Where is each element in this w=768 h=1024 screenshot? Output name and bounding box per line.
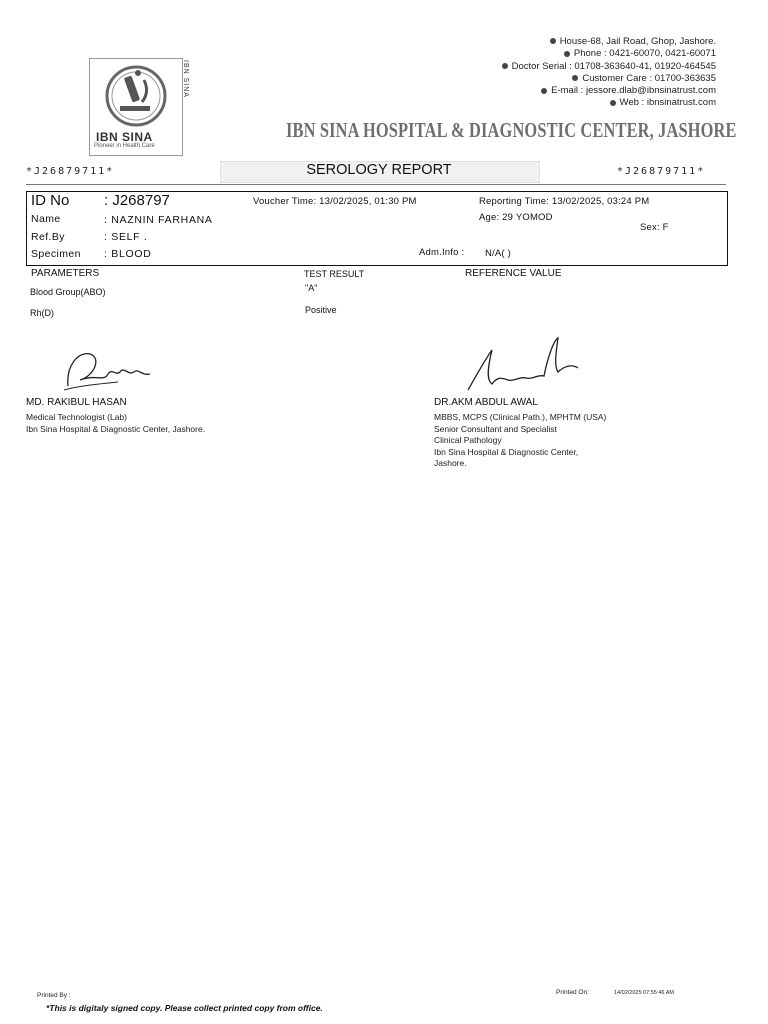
bullet-icon: [541, 88, 547, 94]
bullet-icon: [502, 63, 508, 69]
specimen-label: Specimen: [31, 248, 81, 260]
contact-email: E-mail : jessore.dlab@ibnsinatrust.com: [502, 85, 716, 97]
bullet-icon: [610, 100, 616, 106]
column-parameters: PARAMETERS: [31, 268, 100, 279]
report-title: SEROLOGY REPORT: [306, 162, 452, 178]
signature-image: [58, 346, 158, 392]
result-row-value: Positive: [305, 305, 337, 315]
result-row-parameter: Blood Group(ABO): [30, 287, 106, 297]
age: Age: 29 YOMOD: [479, 212, 553, 223]
contact-web: Web : ibnsinatrust.com: [502, 97, 716, 109]
bullet-icon: [572, 75, 578, 81]
id-value: : J268797: [104, 192, 170, 209]
name-value: : NAZNIN FARHANA: [104, 214, 213, 226]
hospital-name: IBN SINA HOSPITAL & DIAGNOSTIC CENTER, JASHORE: [286, 118, 737, 142]
contact-address: House-68, Jail Road, Ghop, Jashore.: [502, 36, 716, 48]
bullet-icon: [564, 51, 570, 57]
barcode-text-left: *J26879711*: [26, 166, 115, 177]
logo-wordmark: IBN SINA: [96, 130, 153, 144]
header-divider: [26, 184, 726, 185]
right-signatory-name: DR.AKM ABDUL AWAL: [434, 397, 538, 408]
logo-vertical-text: IBN SINA: [182, 60, 189, 98]
adm-info-label: Adm.Info :: [419, 247, 465, 258]
printed-on-label: Printed On:: [556, 989, 589, 996]
sex: Sex: F: [640, 222, 669, 233]
printed-by: Printed By :: [37, 992, 71, 999]
refby-label: Ref.By: [31, 231, 65, 243]
barcode-text-right: *J26879711*: [617, 166, 706, 177]
column-test-result: TEST RESULT: [304, 269, 365, 279]
id-label: ID No: [31, 192, 70, 209]
adm-info-value: N/A( ): [485, 248, 512, 259]
contact-block: [502, 36, 716, 110]
reporting-time: Reporting Time: 13/02/2025, 03:24 PM: [479, 196, 650, 207]
microscope-logo-icon: [98, 62, 174, 130]
contact-customer-care: Customer Care : 01700-363635: [502, 73, 716, 85]
right-signatory-details: MBBS, MCPS (Clinical Path.), MPHTM (USA) Senior Consultant and Specialist Clinical Pathology Ibn Sina Hospital & Diagnostic Center, Jashore.: [434, 412, 607, 468]
logo-tagline: Pioneer in Health Care: [94, 143, 155, 149]
refby-value: : SELF .: [104, 231, 148, 243]
bullet-icon: [550, 38, 556, 44]
name-label: Name: [31, 213, 61, 225]
specimen-value: : BLOOD: [104, 248, 152, 260]
column-reference-value: REFERENCE VALUE: [465, 268, 562, 279]
result-row-value: "A": [305, 283, 318, 293]
contact-doctor-serial: Doctor Serial : 01708-363640-41, 01920-464545: [502, 61, 716, 73]
printed-on-value: 14/02/2025 07:55:46 AM: [614, 990, 674, 996]
signature-image: [462, 336, 582, 396]
left-signatory-details: Medical Technologist (Lab) Ibn Sina Hospital & Diagnostic Center, Jashore.: [26, 412, 206, 434]
contact-phone: Phone : 0421-60070, 0421-60071: [502, 48, 716, 60]
voucher-time: Voucher Time: 13/02/2025, 01:30 PM: [253, 196, 417, 207]
left-signatory-name: MD. RAKIBUL HASAN: [26, 397, 127, 408]
result-row-parameter: Rh(D): [30, 308, 54, 318]
disclaimer: *This is digitaly signed copy. Please collect printed copy from office.: [46, 1003, 323, 1013]
